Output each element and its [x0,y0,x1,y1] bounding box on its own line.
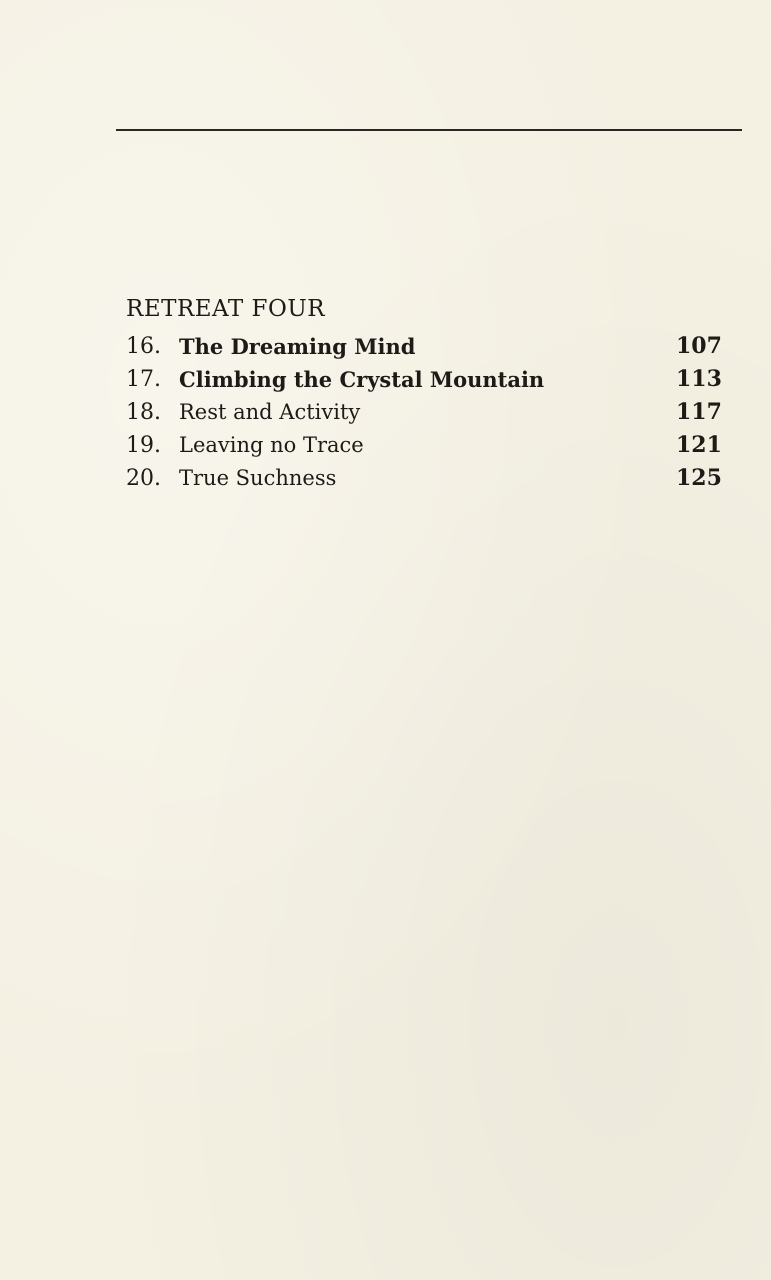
chapter-number: 16. [126,334,161,359]
toc-entry-20 [126,462,726,495]
chapter-title: Rest and Activity [179,400,361,424]
page-number: 121 [676,432,722,458]
chapter-title: True Suchness [179,466,337,490]
chapter-number: 20. [126,466,161,491]
chapter-title: The Dreaming Mind [179,334,416,359]
table-of-contents [126,330,726,495]
toc-entry-17 [126,363,726,396]
page-number: 117 [676,399,722,425]
chapter-number: 18. [126,400,161,425]
section-heading: RETREAT FOUR [126,296,326,322]
chapter-number: 19. [126,433,161,458]
toc-entry-16 [126,330,726,363]
toc-entry-19 [126,429,726,462]
chapter-number: 17. [126,367,161,392]
chapter-title: Climbing the Crystal Mountain [179,367,545,392]
chapter-title: Leaving no Trace [179,433,364,457]
toc-entry-18 [126,396,726,429]
page-number: 125 [676,465,722,491]
page-number: 107 [676,333,722,359]
page-number: 113 [676,366,722,392]
top-rule [116,129,742,131]
